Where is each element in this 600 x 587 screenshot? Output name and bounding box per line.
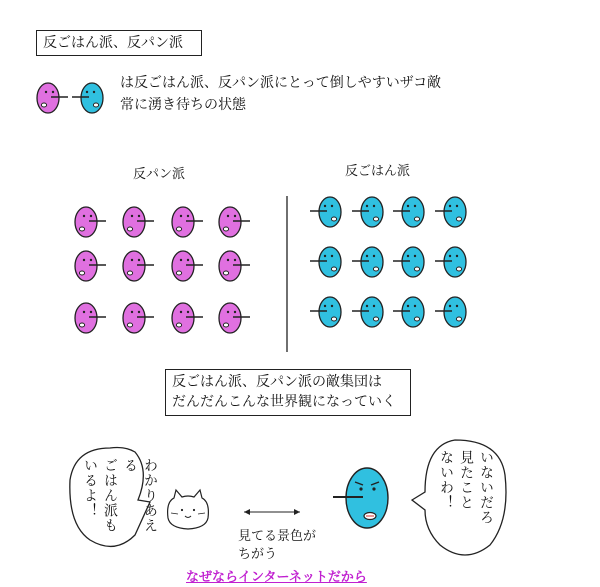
right-group-label: 反ごはん派 [345,164,411,179]
left-group-label: 反パン派 [133,167,186,182]
speech-right-line-3: ないわ！ [438,450,454,510]
speech-left-line-2: ごはん派も [102,458,118,533]
speech-left-line-1: わかりあえる [122,458,158,533]
description-line-1: は反ごはん派、反パン派にとって倒しやすいザコ敵 [120,75,442,91]
speech-right-line-1: いないだろ [478,450,494,525]
summary-box [165,369,411,416]
title-text: 反ごはん派、反パン派 [43,35,183,51]
summary-line-2: だんだんこんな世界観になっていく [172,394,396,410]
bottom-link[interactable]: なぜならインターネットだから [186,570,367,585]
speech-left-text [80,458,160,542]
summary-line-1: 反ごはん派、反パン派の敵集団は [172,374,382,390]
speech-right-line-2: 見たこと [458,450,474,510]
speech-right-text [436,450,496,540]
middle-caption-line-1: 見てる景色が [238,529,317,544]
pink-face-grid [75,207,250,333]
speech-left-line-3: いるよ！ [82,458,98,518]
blue-face-grid [310,197,466,327]
double-arrow-icon [244,509,300,515]
cat-icon [168,490,209,529]
description-line-2: 常に湧き待ちの状態 [120,97,246,113]
big-blue-face-icon [333,468,388,528]
middle-caption-line-2: ちがう [238,547,278,562]
pink-face-icon [37,83,68,113]
blue-face-icon [72,83,103,113]
